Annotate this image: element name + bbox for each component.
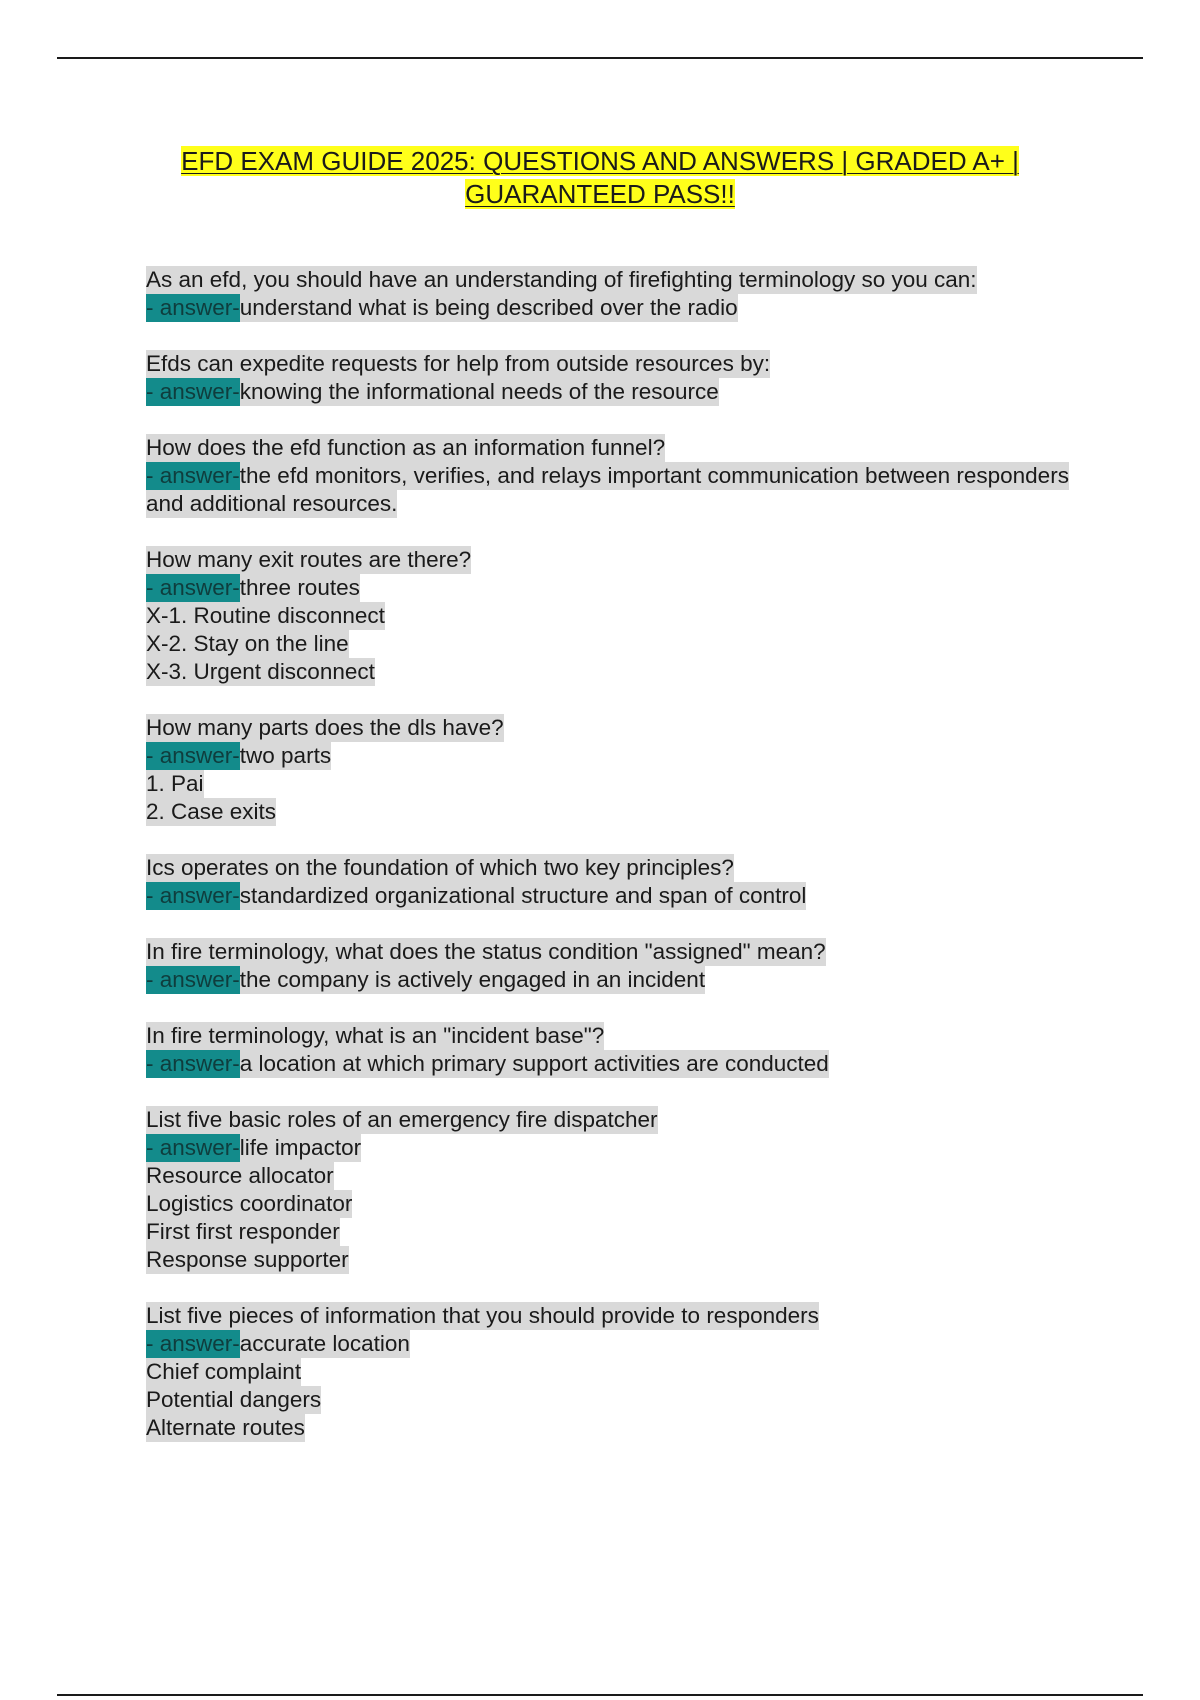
answer-line	[146, 1330, 1106, 1358]
answer-detail-line	[146, 630, 1106, 658]
answer-detail-text: X-3. Urgent disconnect	[146, 659, 375, 684]
answer-detail-line	[146, 602, 1106, 630]
question-line	[146, 546, 1106, 574]
question-text: List five pieces of information that you should provide to responders	[146, 1303, 819, 1328]
question-text: In fire terminology, what is an "incident base"?	[146, 1023, 605, 1048]
answer-line	[146, 1050, 1106, 1078]
answer-line	[146, 574, 1106, 602]
qa-item	[146, 1302, 1106, 1442]
answer-detail-line	[146, 770, 1106, 798]
answer-text: three routes	[239, 575, 360, 600]
answer-text: the company is actively engaged in an incident	[239, 967, 706, 992]
answer-tag: - answer-	[146, 883, 240, 908]
qa-item	[146, 350, 1106, 406]
answer-detail-text: First first responder	[146, 1219, 340, 1244]
question-text: How does the efd function as an information funnel?	[146, 435, 666, 460]
question-line	[146, 350, 1106, 378]
qa-list	[146, 266, 1106, 1470]
answer-tag: - answer-	[146, 295, 240, 320]
answer-detail-text: Response supporter	[146, 1247, 349, 1272]
qa-item	[146, 714, 1106, 826]
question-text: As an efd, you should have an understanding of firefighting terminology so you can:	[146, 267, 977, 292]
answer-line	[146, 294, 1106, 322]
answer-tag: - answer-	[146, 1135, 240, 1160]
qa-item	[146, 938, 1106, 994]
answer-detail-text: Chief complaint	[146, 1359, 302, 1384]
qa-item	[146, 266, 1106, 322]
question-line	[146, 854, 1106, 882]
answer-line	[146, 742, 1106, 770]
question-line	[146, 266, 1106, 294]
answer-tag: - answer-	[146, 967, 240, 992]
question-text: How many parts does the dls have?	[146, 715, 504, 740]
question-text: How many exit routes are there?	[146, 547, 472, 572]
answer-line	[146, 1134, 1106, 1162]
answer-line	[146, 462, 1106, 518]
answer-line	[146, 378, 1106, 406]
title-line-2: GUARANTEED PASS!!	[465, 179, 735, 209]
answer-detail-line	[146, 798, 1106, 826]
answer-tag: - answer-	[146, 1331, 240, 1356]
answer-detail-text: Resource allocator	[146, 1163, 334, 1188]
answer-detail-text: 2. Case exits	[146, 799, 277, 824]
answer-detail-text: 1. Pai	[146, 771, 204, 796]
answer-tag: - answer-	[146, 575, 240, 600]
answer-detail-text: X-2. Stay on the line	[146, 631, 349, 656]
answer-text: a location at which primary support activities are conducted	[239, 1051, 829, 1076]
question-line	[146, 714, 1106, 742]
question-line	[146, 1106, 1106, 1134]
question-line	[146, 1302, 1106, 1330]
answer-detail-line	[146, 658, 1106, 686]
answer-detail-line	[146, 1414, 1106, 1442]
title-line-1: EFD EXAM GUIDE 2025: QUESTIONS AND ANSWERS | GRADED A+ |	[181, 146, 1019, 176]
answer-detail-text: Logistics coordinator	[146, 1191, 353, 1216]
answer-tag: - answer-	[146, 743, 240, 768]
qa-item	[146, 1106, 1106, 1274]
question-line	[146, 938, 1106, 966]
answer-detail-line	[146, 1358, 1106, 1386]
bottom-rule	[57, 1694, 1143, 1696]
answer-text: standardized organizational structure and span of control	[239, 883, 807, 908]
answer-line	[146, 966, 1106, 994]
question-text: Ics operates on the foundation of which two key principles?	[146, 855, 734, 880]
top-rule	[57, 57, 1143, 59]
qa-item	[146, 546, 1106, 686]
answer-text: knowing the informational needs of the resource	[239, 379, 719, 404]
answer-text: understand what is being described over the radio	[239, 295, 738, 320]
answer-text: two parts	[239, 743, 332, 768]
answer-tag: - answer-	[146, 463, 240, 488]
question-line	[146, 434, 1106, 462]
answer-tag: - answer-	[146, 1051, 240, 1076]
question-text: List five basic roles of an emergency fire dispatcher	[146, 1107, 658, 1132]
document-title	[100, 145, 1100, 211]
question-text: Efds can expedite requests for help from outside resources by:	[146, 351, 771, 376]
qa-item	[146, 434, 1106, 518]
answer-detail-line	[146, 1162, 1106, 1190]
qa-item	[146, 1022, 1106, 1078]
answer-detail-line	[146, 1190, 1106, 1218]
qa-item	[146, 854, 1106, 910]
answer-detail-line	[146, 1218, 1106, 1246]
answer-detail-text: Alternate routes	[146, 1415, 305, 1440]
answer-tag: - answer-	[146, 379, 240, 404]
answer-detail-text: X-1. Routine disconnect	[146, 603, 385, 628]
answer-line	[146, 882, 1106, 910]
answer-detail-line	[146, 1246, 1106, 1274]
answer-detail-text: Potential dangers	[146, 1387, 322, 1412]
answer-detail-line	[146, 1386, 1106, 1414]
answer-text: accurate location	[239, 1331, 410, 1356]
answer-text: the efd monitors, verifies, and relays important communication between responders and additional resources.	[146, 463, 1069, 516]
question-text: In fire terminology, what does the status condition "assigned" mean?	[146, 939, 826, 964]
answer-text: life impactor	[239, 1135, 362, 1160]
question-line	[146, 1022, 1106, 1050]
